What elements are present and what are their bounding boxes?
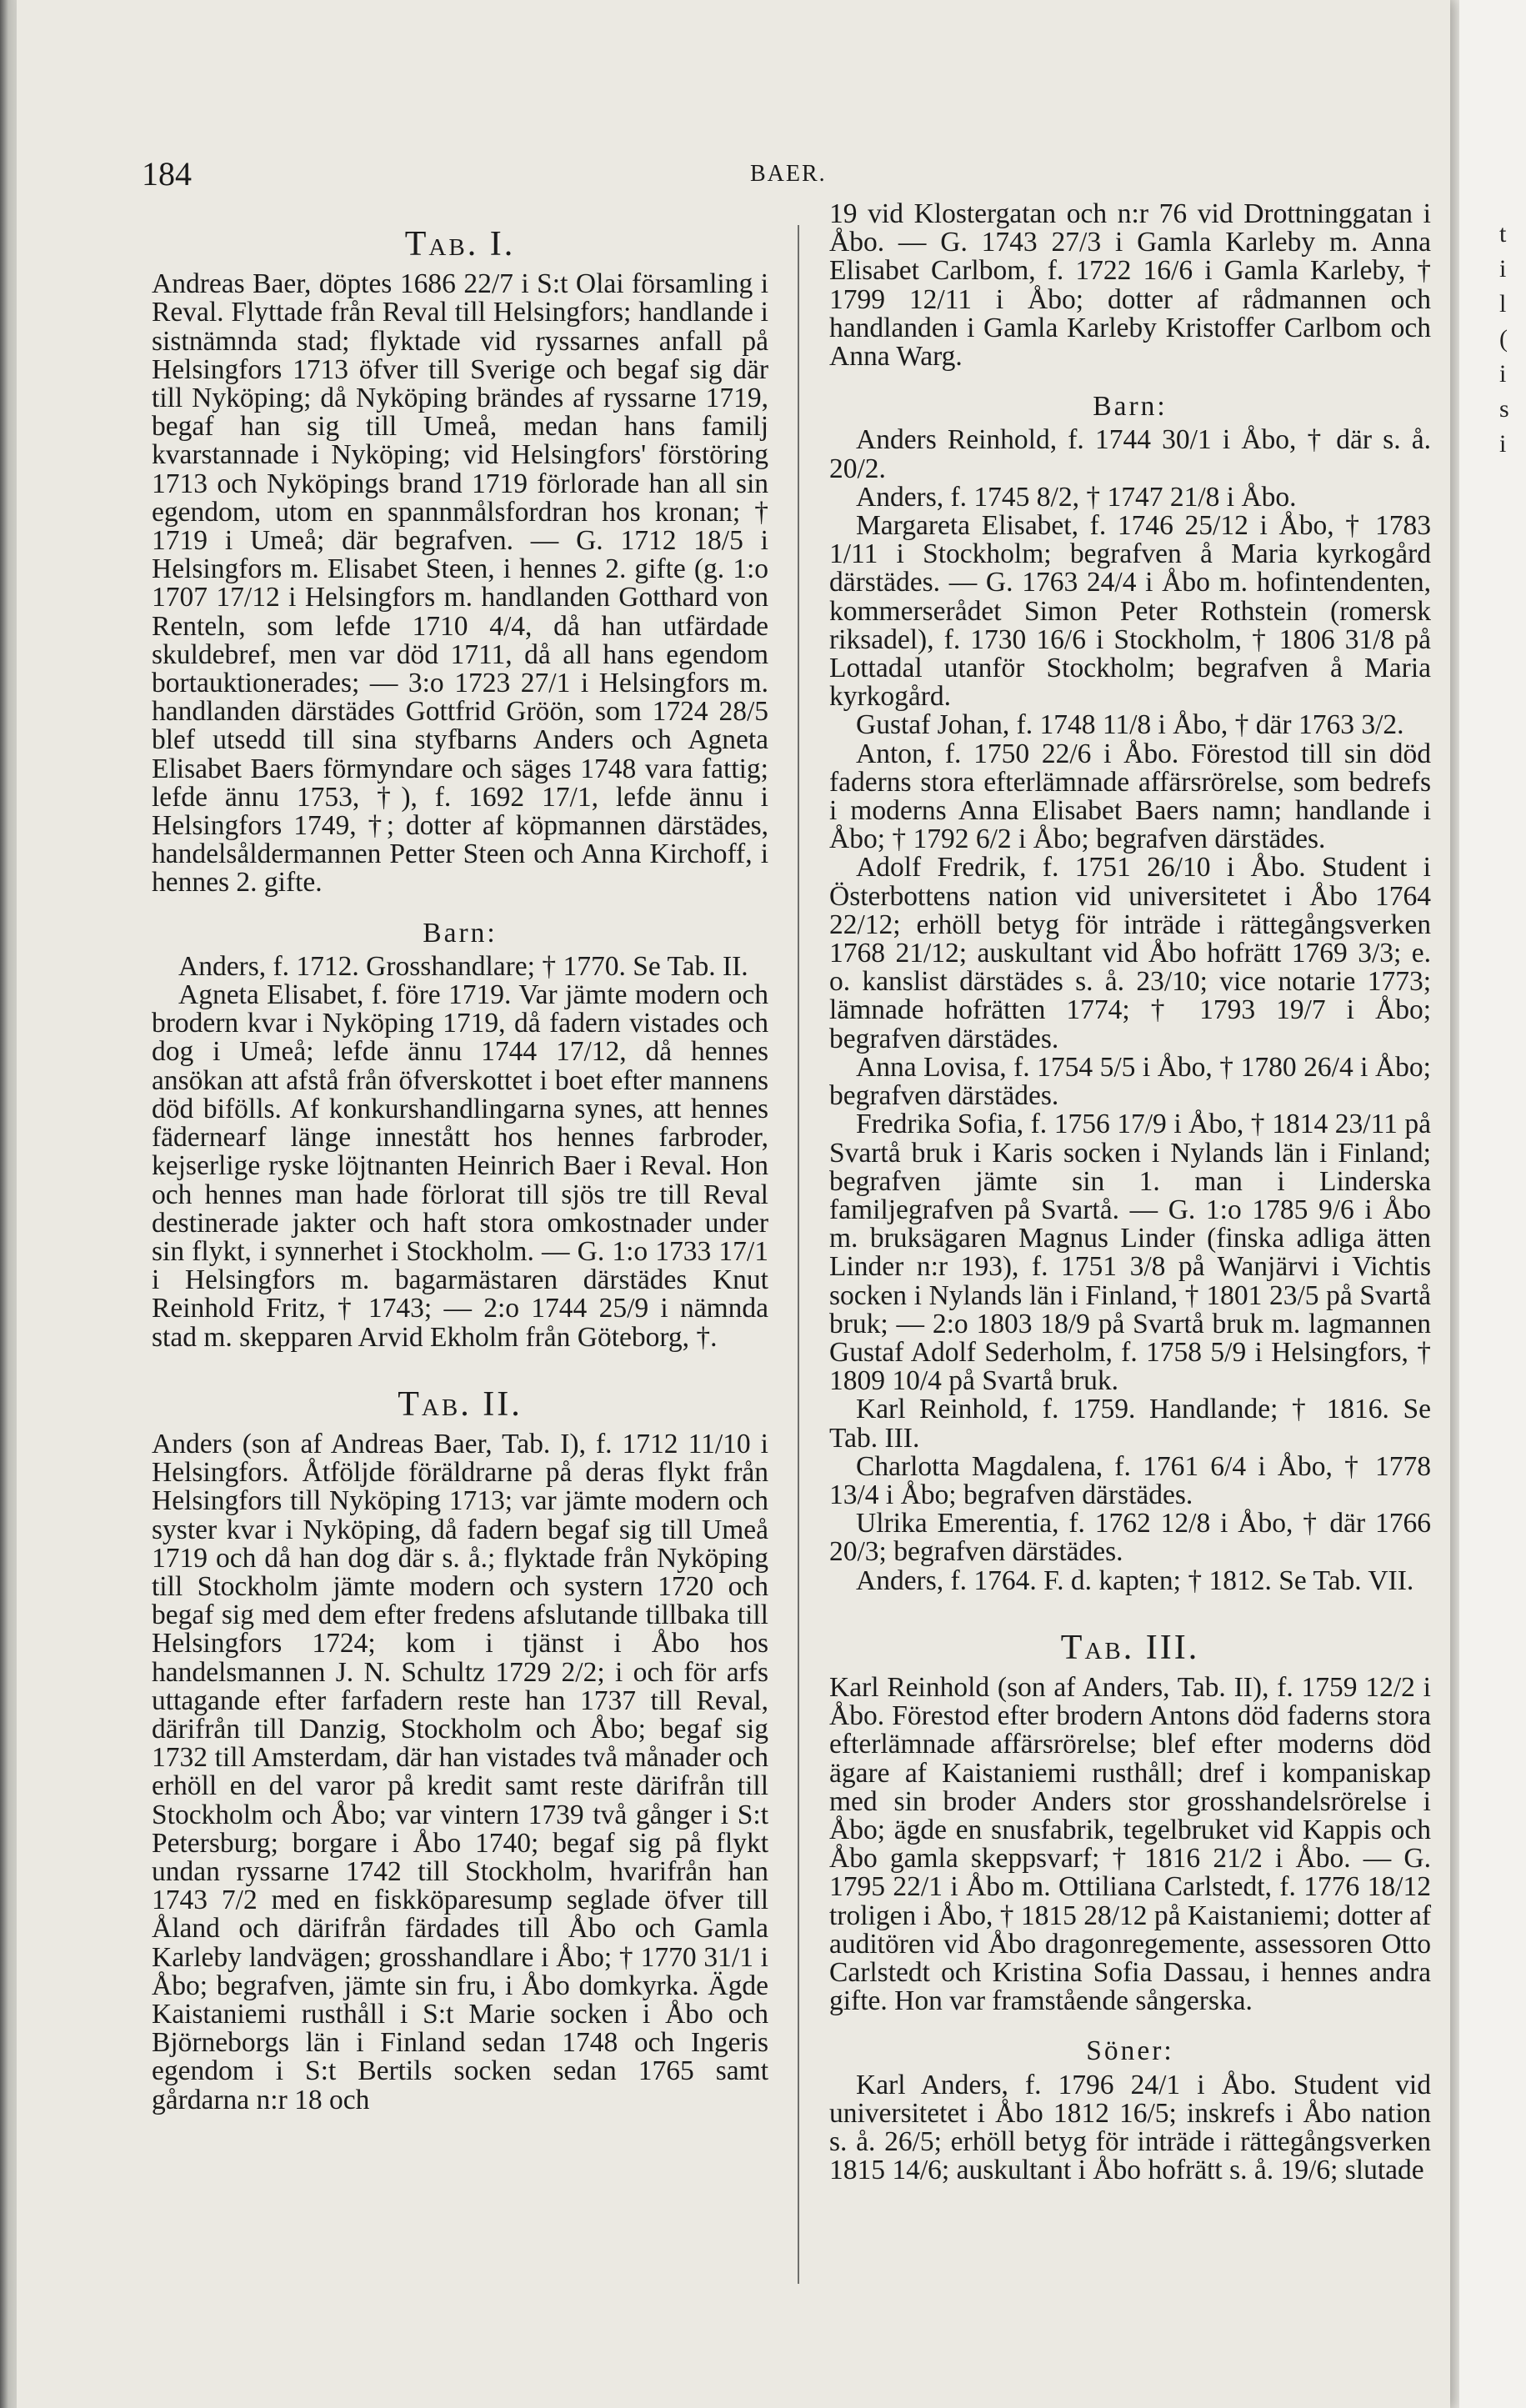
child-entry: Anders, f. 1764. F. d. kapten; † 1812. Se Tab. VII.	[856, 1564, 1414, 1596]
gutter-char: s	[1499, 395, 1509, 423]
adjacent-page-edge	[1459, 0, 1526, 2408]
child-entry: Anna Lovisa, f. 1754 5/5 i Åbo, † 1780 26/4 i Åbo; begrafven därstädes.	[829, 1051, 1431, 1112]
gutter-char: (	[1499, 325, 1508, 353]
child-entry: Charlotta Magdalena, f. 1761 6/4 i Åbo, † 1778 13/4 i Åbo; begrafven därstädes.	[829, 1450, 1431, 1510]
page-header	[142, 154, 1425, 204]
entry-anders: Anders (son af Andreas Baer, Tab. I), f. 1712 11/10 i Helsingfors. Åtföljde föräldrarne på deras flykt från Helsingfors till Nyköping 1713; var jämte modern och syster kvar i Nyköping, då fadern begaf sig till Umeå 1719 och då han dog där s. å.; flyktade från Nyköping till Stockholm jämte modern och systern 1720 och begaf sig med dem efter fredens afslutande tillbaka till Helsingfors 1724; kom i tjänst i Åbo hos handelsmannen J. N. Schultz 1729 2/2; i och för arfs uttagande efter farfadern reste han 1737 till Reval, därifrån till Danzig, Stockholm och Åbo; begaf sig 1732 till Amsterdam, där han vistades två månader och erhöll en del varor på kredit samt reste därifrån till Stockholm och Åbo; var vintern 1739 två gånger i S:t Petersburg; borgare i Åbo 1740; begaf sig på flykt undan ryssarne 1742 till Stockholm, hvarifrån han 1743 7/2 med en fiskköparesump seglade öfver till Åland och därifrån färdades till Åbo och Gamla Karleby landvägen; grosshandlare i Åbo; † 1770 31/1 i Åbo; begrafven, jämte sin fru, i Åbo domkyrka. Ägde Kaistaniemi rusthåll i S:t Marie socken i Åbo och Björneborgs län i Finland sedan 1748 och Ingeris egendom i S:t Bertils socken sedan 1765 samt gårdarna n:r 18 och	[152, 1428, 768, 2115]
child-entry: Agneta Elisabet, f. före 1719. Var jämte modern och brodern kvar i Nyköping 1719, då fadern vistades och dog i Umeå; lefde ännu 1744 17/12, då hennes ansökan att afstå från öfverskottet i boet efter mannens död bifölls. Af konkurshandlingarna synes, att hennes fädernearf länge innestått hos hennes farbroder, kejserlige ryske löjtnanten Heinrich Baer i Reval. Hon och hennes man hade förlorat till sjös tre till Reval destinerade jakter och haft stora omkostnader under sin flykt, i synnerhet i Stockholm. — G. 1:o 1733 17/1 i Helsingfors m. bagarmästaren därstädes Knut Reinhold Fritz, † 1743; — 2:o 1744 25/9 i nämnda stad m. skepparen Arvid Ekholm från Göteborg, †.	[152, 979, 768, 1353]
children-heading: Barn:	[423, 917, 498, 949]
gutter-char: i	[1499, 360, 1507, 388]
child-entry: Ulrika Emerentia, f. 1762 12/8 i Åbo, † där 1766 20/3; begrafven därstädes.	[829, 1508, 1431, 1568]
child-entry: Anders, f. 1745 8/2, † 1747 21/8 i Åbo.	[856, 481, 1297, 513]
child-entry: Karl Anders, f. 1796 24/1 i Åbo. Student vid universitetet i Åbo 1812 16/5; inskrefs i Åbo nation s. å. 26/5; erhöll betyg för inträde i rättegångsverken 1815 14/6; auskultant i Åbo hofrätt s. å. 19/6; slutade	[829, 2069, 1431, 2186]
left-column	[152, 217, 768, 2115]
child-entry: Anders Reinhold, f. 1744 30/1 i Åbo, † där s. å. 20/2.	[829, 424, 1431, 484]
gutter-char: l	[1499, 290, 1507, 318]
entry-anders-continued: 19 vid Klostergatan och n:r 76 vid Drottninggatan i Åbo. — G. 1743 27/3 i Gamla Karleby m. Anna Elisabet Carlbom, f. 1722 16/6 i Gamla Karleby, † 1799 12/11 i Åbo; dotter af rådmannen och handlanden i Gamla Karleby Kristoffer Carlbom och Anna Warg.	[829, 198, 1431, 373]
adjacent-page-chars	[1499, 217, 1516, 462]
children-heading: Barn:	[1093, 391, 1168, 423]
tab-heading-3: Tab. III.	[1060, 1628, 1200, 1667]
column-divider	[798, 225, 799, 2284]
child-entry: Anders, f. 1712. Grosshandlare; † 1770. Se Tab. II.	[178, 950, 748, 982]
gutter-char: i	[1499, 255, 1507, 283]
child-entry: Margareta Elisabet, f. 1746 25/12 i Åbo, † 1783 1/11 i Stockholm; begrafven å Maria kyrkogård därstädes. — G. 1763 24/4 i Åbo m. hofintendenten, kommerserådet Simon Peter Rothstein (romersk riksadel), f. 1730 16/6 i Stockholm, † 1806 31/8 på Lottadal utanför Stockholm; begrafven å Maria kyrkogård.	[829, 510, 1431, 713]
entry-andreas-baer: Andreas Baer, döptes 1686 22/7 i S:t Olai församling i Reval. Flyttade från Reval till Helsingfors; handlande i sistnämnda stad; flyktade vid ryssarnes anfall på Helsingfors 1713 öfver till Sverige och begaf sig där till Nyköping; då Nyköping brändes af ryssarne 1719, begaf han sig till Umeå, medan hans familj kvarstannade i Nyköping; vid Helsingfors' förstöring 1713 och Nyköpings brand 1719 förlorade han all sin egendom, utom en spannmålsfordran hos kronan; † 1719 i Umeå; där begrafven. — G. 1712 18/5 i Helsingfors m. Elisabet Steen, i hennes 2. gifte (g. 1:o 1707 17/12 i Helsingfors m. handlanden Gotthard von Renteln, som lefde 1710 4/4, då han utfärdade skuldebref, men var död 1711, då all hans egendom bortauktionerades; — 3:o 1723 27/1 i Helsingfors m. handlanden därstädes Gottfrid Gröön, som 1724 28/5 blef utsedd till sina styfbarns Anders och Agneta Elisabet Baers förmyndare och säges 1748 vara fattig; lefde ännu 1753, †), f. 1692 17/1, lefde ännu i Helsingfors 1749, †; dotter af köpmannen därstädes, handelsåldermannen Petter Steen och Anna Kirchoff, i hennes 2. gifte.	[152, 268, 768, 899]
tab-heading-1: Tab. I.	[404, 225, 516, 263]
tab-heading-2: Tab. II.	[398, 1384, 523, 1424]
sons-heading: Söner:	[1086, 2035, 1174, 2067]
page-number: 184	[142, 155, 192, 193]
book-page	[17, 0, 1450, 2408]
child-entry: Gustaf Johan, f. 1748 11/8 i Åbo, † där 1763 3/2.	[856, 709, 1404, 741]
child-entry: Anton, f. 1750 22/6 i Åbo. Förestod till sin död faderns stora efterlämnade affärsrörelse, som bedrefs i moderns Anna Elisabet Baers namn; handlande i Åbo; † 1792 6/2 i Åbo; begrafven därstädes.	[829, 738, 1431, 855]
child-entry: Adolf Fredrik, f. 1751 26/10 i Åbo. Student i Österbottens nation vid universitetet i Åbo 1764 22/12; erhöll betyg för inträde i rättegångsverken 1768 21/12; auskultant vid Åbo hofrätt 1769 3/3; e. o. kanslist därstädes s. å. 23/10; vice notarie 1773; lämnade hofrätten 1774; † 1793 19/7 i Åbo; begrafven därstädes.	[829, 852, 1431, 1054]
gutter-char: i	[1499, 430, 1507, 458]
child-entry: Karl Reinhold, f. 1759. Handlande; † 1816. Se Tab. III.	[829, 1394, 1431, 1454]
entry-karl-reinhold: Karl Reinhold (son af Anders, Tab. II), f. 1759 12/2 i Åbo. Förestod efter brodern Antons död faderns stora efterlämnade affärsrörelse; blef efter moderns död ägare af Kaistaniemi rusthåll; dref i kompaniskap med sin broder Anders stor grosshandelsrörelse i Åbo; ägde en snusfabrik, tegelbruket vid Kappis och Åbo gamla skeppsvarf; † 1816 21/2 i Åbo. — G. 1795 22/1 i Åbo m. Ottiliana Carlstedt, f. 1776 18/12 troligen i Åbo, † 1815 28/12 på Kaistaniemi; dotter af auditören vid Åbo dragonregemente, assessoren Otto Carlstedt och Kristina Sofia Dassau, i hennes andra gifte. Hon var framstående sångerska.	[829, 1671, 1431, 2017]
right-column	[829, 200, 1431, 2185]
child-entry: Fredrika Sofia, f. 1756 17/9 i Åbo, † 1814 23/11 på Svartå bruk i Karis socken i Nylands län i Finland; begrafven jämte sin 1. man i Linderska familjegrafven på Svartå. — G. 1:o 1785 9/6 i Åbo m. bruksägaren Magnus Linder (finska adliga ätten Linder n:r 193), f. 1751 3/8 på Wanjärvi i Vichtis socken i Nylands län i Finland, † 1801 23/5 på Svartå bruk; — 2:o 1803 18/9 på Svartå bruk m. lagmannen Gustaf Adolf Sederholm, f. 1758 5/9 i Helsingfors, † 1809 10/4 på Svartå bruk.	[829, 1109, 1431, 1397]
running-head: BAER.	[750, 161, 827, 187]
gutter-char: t	[1499, 220, 1507, 248]
